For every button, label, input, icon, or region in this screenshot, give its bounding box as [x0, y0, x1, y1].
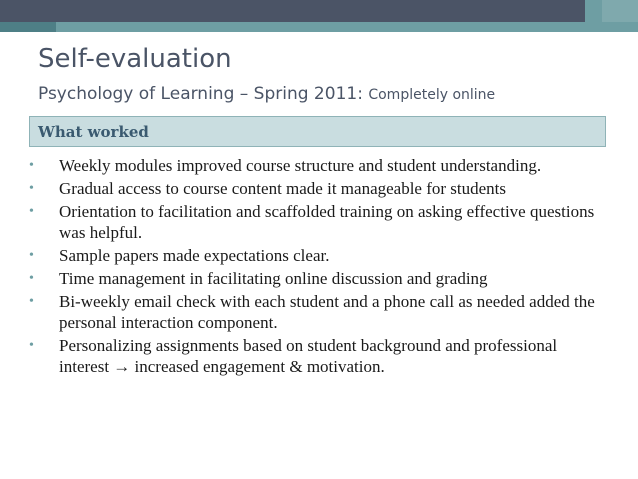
bullet-icon: • — [29, 338, 34, 353]
corner-accent-tab — [585, 0, 602, 32]
bullet-icon: • — [29, 294, 34, 309]
bullet-item — [29, 291, 609, 333]
corner-accent-box — [602, 0, 638, 22]
section-header-label: What worked — [38, 123, 149, 141]
bullet-item — [29, 155, 609, 176]
bullet-text: Gradual access to course content made it manageable for students — [59, 179, 507, 198]
section-header — [29, 116, 606, 147]
bullet-text: Time management in facilitating online discussion and grading — [59, 269, 488, 288]
bullet-item — [29, 245, 609, 266]
top-decorative-bar — [0, 0, 638, 22]
bullet-icon: • — [29, 204, 34, 219]
slide-subtitle — [38, 84, 495, 104]
bullet-list — [29, 155, 609, 379]
bullet-text: Sample papers made expectations clear. — [59, 246, 330, 265]
bullet-icon: • — [29, 181, 34, 196]
bullet-text: Bi-weekly email check with each student and a phone call as needed added the personal interaction component. — [59, 292, 595, 332]
bullet-item — [29, 201, 609, 243]
bullet-item — [29, 178, 609, 199]
bullet-icon: • — [29, 271, 34, 286]
bullet-icon: • — [29, 158, 34, 173]
slide-title: Self-evaluation — [38, 44, 232, 74]
bullet-icon: • — [29, 248, 34, 263]
bullet-item — [29, 335, 609, 377]
teal-accent-bar — [0, 22, 638, 32]
bullet-text: Orientation to facilitation and scaffolded training on asking effective questions was helpful. — [59, 202, 595, 242]
bullet-text: Weekly modules improved course structure and student understanding. — [59, 156, 542, 175]
bullet-item — [29, 268, 609, 289]
teal-accent-bar-left — [0, 22, 56, 32]
subtitle-main: Psychology of Learning – Spring 2011: — [38, 84, 369, 104]
subtitle-note: Completely online — [368, 87, 496, 103]
bullet-text: Personalizing assignments based on student background and professional interest → increased engagement & motivation. — [59, 336, 558, 376]
